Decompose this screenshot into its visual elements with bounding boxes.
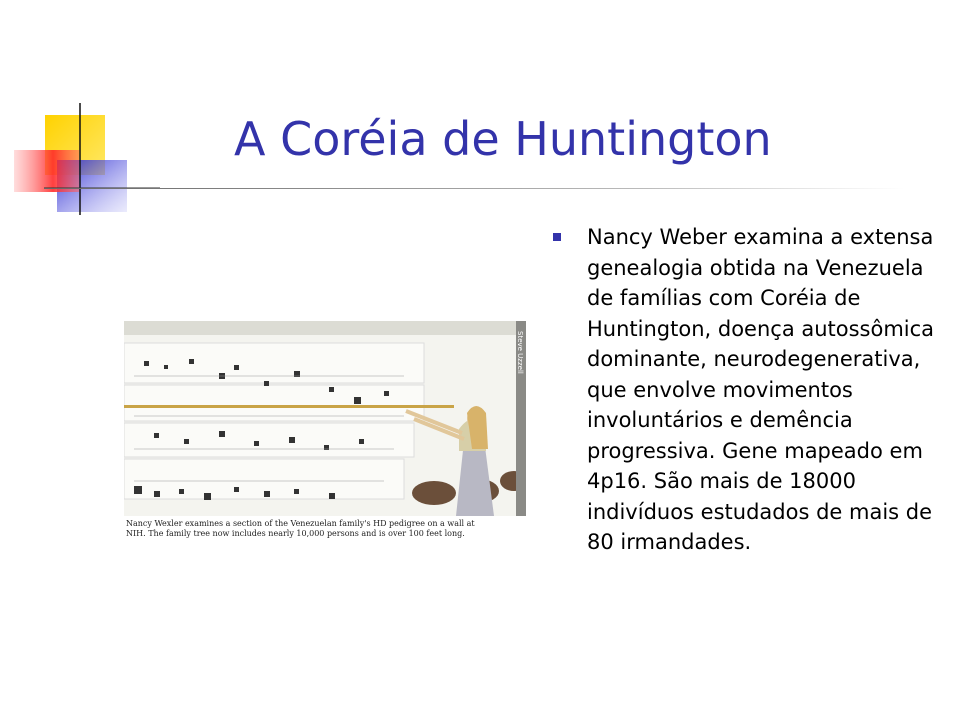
photo-caption: Nancy Wexler examines a section of the Venezuelan family's HD pedigree on a wall at NIH. The family tree now includes nearly 10,000 persons and is over 100 feet long. (124, 516, 488, 542)
pedigree-photo-illustration (124, 321, 526, 516)
pedigree-photo (124, 321, 526, 516)
slide-title: A Coréia de Huntington (234, 112, 772, 166)
photo-credit: Steve Uzzell (516, 331, 524, 374)
corner-decoration (0, 0, 160, 240)
square-bullet-icon (553, 233, 561, 241)
deco-red-square (14, 150, 79, 192)
bullet-item (553, 222, 953, 558)
bullet-list (553, 222, 953, 558)
bullet-text: Nancy Weber examina a extensa genealogia obtida na Venezuela de famílias com Coréia de Huntington, doença autossômica dominante, neurodegenerativa, que envolve movimentos involuntários e demência progressiva. Gene mapeado em 4p16. São mais de 18000 indivíduos estudados de mais de 80 irmandades. (587, 225, 935, 554)
pedigree-photo-figure (124, 321, 526, 542)
title-divider (44, 188, 904, 189)
